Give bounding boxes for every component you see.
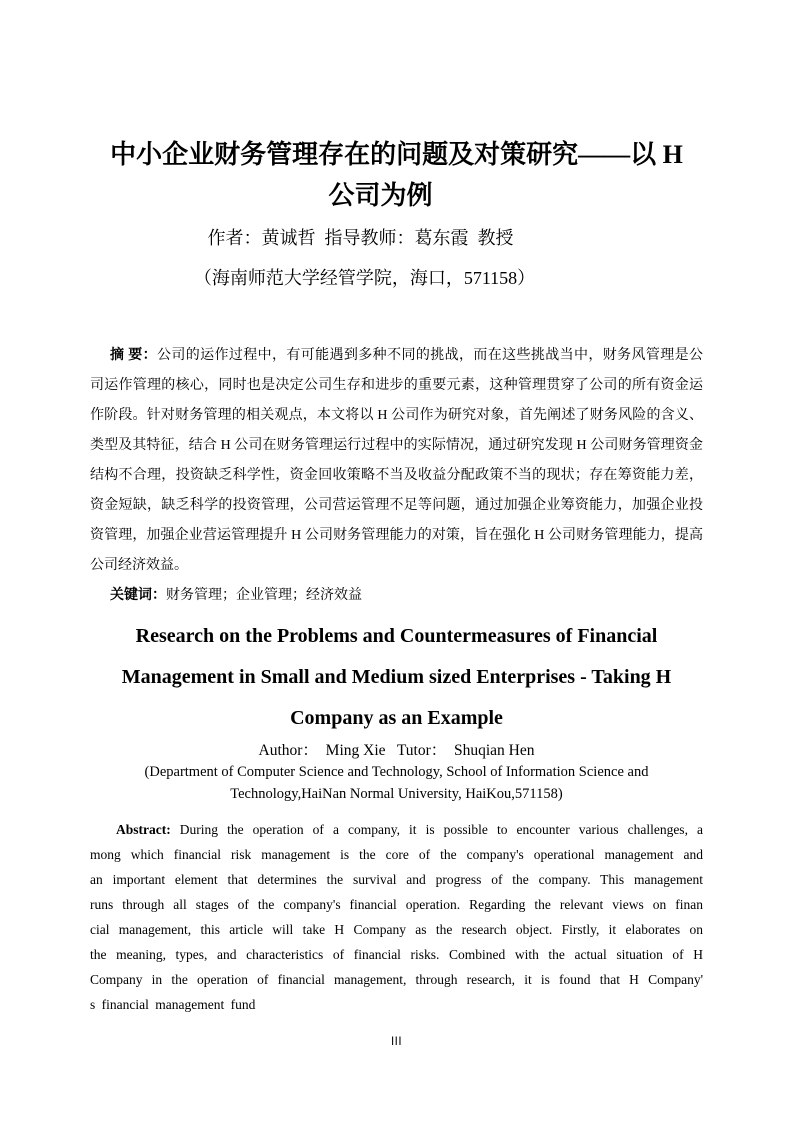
cn-title-line1: 中小企业财务管理存在的问题及对策研究——以 H [110, 140, 683, 169]
en-author-line: Author： Ming Xie Tutor： Shuqian Hen [258, 742, 535, 759]
cn-keywords-label: 关键词： [110, 588, 166, 603]
cn-title [90, 134, 703, 216]
cn-keywords [90, 581, 703, 611]
cn-title-line2: 公司为例 [328, 181, 433, 210]
cn-abstract-line: 作阶段。针对财务管理的相关观点，本文将以 H 公司作为研究对象，首先阐述了财务风险的含义、 [90, 408, 703, 423]
cn-abstract-line: 类型及其特征，结合 H 公司在财务管理运行过程中的实际情况，通过研究发现 H 公司财务管理资金 [90, 438, 703, 453]
en-title-line: Management in Small and Medium sized Enterprises - Taking H [121, 666, 672, 688]
en-abstract-line: cial management, this article will take H Company as the research object. Firstly, it elaborates on [90, 922, 703, 937]
en-abstract-line: runs through all stages of the company's financial operation. Regarding the relevant views on finan [90, 897, 703, 912]
page-number: III [390, 1036, 403, 1048]
en-abstract-line: the meaning, types, and characteristics of financial risks. Combined with the actual situation of H [90, 947, 703, 962]
en-abstract-line: Company in the operation of financial management, through research, it is found that H Company' [90, 972, 703, 987]
en-affiliation-line: (Department of Computer Science and Technology, School of Information Science and [144, 764, 649, 780]
cn-abstract [90, 341, 703, 611]
cn-abstract-last-line: 公司经济效益。 [90, 558, 188, 573]
cn-abstract-line: 司运作管理的核心，同时也是决定公司生存和进步的重要元素，这种管理贯穿了公司的所有资金运 [90, 378, 703, 393]
en-affiliation-line: Technology,HaiNan Normal University, HaiKou,571158) [230, 786, 563, 802]
cn-abstract-first-line [90, 341, 703, 371]
cn-abstract-label: 摘 要： [110, 348, 158, 363]
cn-affiliation: （海南师范大学经管学院，海口，571158） [193, 268, 536, 288]
en-abstract-line: mong which financial risk management is the core of the company's operational management and [90, 847, 703, 862]
cn-abstract-line: 资管理，加强企业营运管理提升 H 公司财务管理能力的对策，旨在强化 H 公司财务管理能力，提高 [90, 528, 703, 543]
cn-abstract-body [90, 371, 703, 551]
en-author-block [90, 740, 703, 805]
en-abstract-label: Abstract: [116, 822, 171, 837]
cn-keywords-text: 财务管理；企业管理；经济效益 [166, 588, 362, 603]
en-title-line: Company as an Example [290, 707, 503, 729]
cn-author-line: 作者：黄诚哲 指导教师：葛东霞 教授 [207, 228, 514, 248]
en-title [90, 616, 703, 739]
en-abstract-last-line: s financial management fund [90, 997, 256, 1012]
en-abstract-line: an important element that determines the survival and progress of the company. This management [90, 872, 703, 887]
cn-abstract-line: 结构不合理，投资缺乏科学性，资金回收策略不当及收益分配政策不当的现状；存在筹资能力差， [90, 468, 703, 483]
en-abstract-first-line-text: During the operation of a company, it is possible to encounter various challenges, a [170, 822, 703, 837]
en-abstract [90, 817, 703, 1017]
cn-abstract-first-line-text: 公司的运作过程中，有可能遇到多种不同的挑战，而在这些挑战当中，财务风管理是公 [157, 348, 704, 363]
en-title-line: Research on the Problems and Countermeasures of Financial [135, 625, 658, 647]
en-abstract-body [90, 842, 703, 992]
cn-abstract-line: 资金短缺，缺乏科学的投资管理，公司营运管理不足等问题，通过加强企业筹资能力，加强企业投 [90, 498, 703, 513]
en-abstract-first-line [90, 817, 703, 842]
en-affiliation [90, 761, 703, 805]
